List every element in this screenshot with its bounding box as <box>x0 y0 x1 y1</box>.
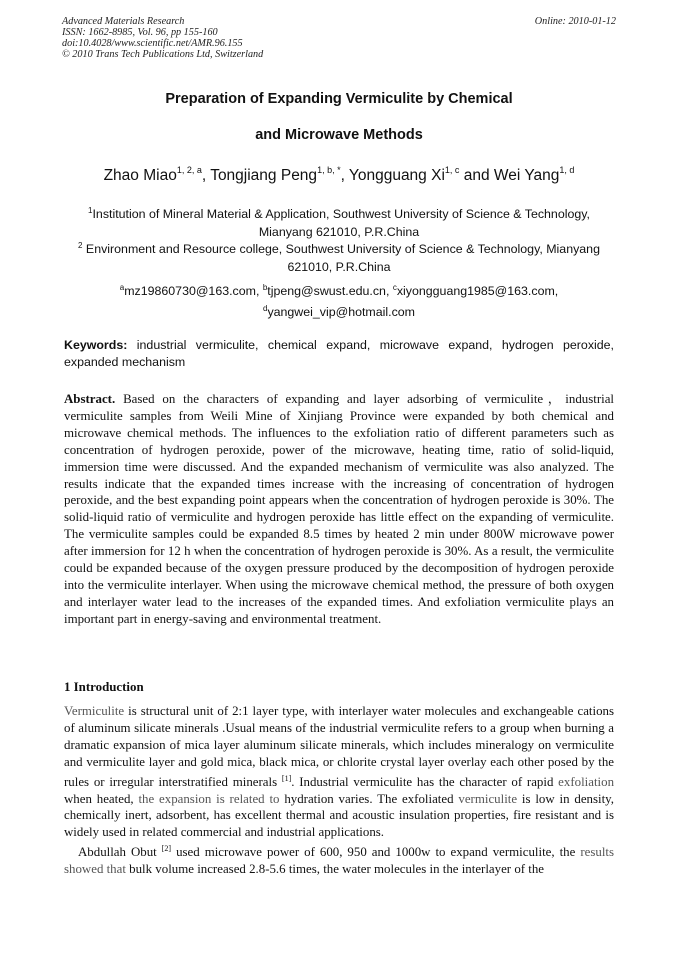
author-emails: $^a$mz19860730@163.com, $^b$tjpeng@swust.edu.cn, $^c$xiyongguang1985@163.com, $^d$yangwei_vip@hotmail.com <box>119 283 559 319</box>
abstract <box>64 391 614 628</box>
journal-name: Advanced Materials Research <box>62 16 185 27</box>
author-affiliation-marker: 1, d <box>559 165 575 175</box>
paragraph: Vermiculite is structural unit of 2:1 layer type, with interlayer water molecules and exchangeable cations of aluminum silicate minerals .Usual means of the industrial vermiculite refers to a group when burning a dramatic expansion of mica layer aluminum silicate minerals, which includes mineralogy on vermiculite and vermiculite layer and gold mica, black mica, or chlorite crystal layer overlay each other posed by the rules or irregular interstratified minerals [1]. Industrial vermiculite has the character of rapid exfoliation when heated, the expansion is related to hydration varies. The exfoliated vermiculite is low in density, chemically inert, adsorbent, has excellent thermal and acoustic insulation properties, fire resistant and is widely used in related commercial and industrial applications. <box>64 704 615 840</box>
paragraph: Abdullah Obut [2] used microwave power of 600, 950 and 1000w to expand vermiculite, the results showed that bulk volume increased 2.8-5.6 times, the water molecules in the interlayer of the <box>64 844 615 877</box>
journal-issn: ISSN: 1662-8985, Vol. 96, pp 155-160 <box>62 27 218 38</box>
keywords-label: Keywords: <box>64 338 128 352</box>
journal-doi: doi:10.4028/www.scientific.net/AMR.96.155 <box>62 38 243 49</box>
abstract-text: Based on the characters of expanding and layer adsorbing of vermiculite，industrial vermiculite samples from Weili Mine of Xinjiang Province were expanded by both chemical and microwave chemical methods. The influences to the exfoliation ratio of different parameters such as concentration of hydrogen peroxide, power of the microwave, heating time, ratio of solid-liquid, immersion time were discussed. And the expanded mechanism of vermiculite was also analyzed. The results indicate that the expanded times increase with the increasing of concentration of hydrogen peroxide, and the best expanding point appears when the concentration of hydrogen peroxide is 30%. The solid-liquid ratio of vermiculite and hydrogen peroxide has little effect on the expanding of vermiculite. The vermiculite samples could be expanded 8.5 times by heated 2 min under 800W microwave power after immersion for 12 h when the concentration of hydrogen peroxide is 30%. As a result, the vermiculite could be expanded because of the oxygen pressure produced by the decomposition of hydrogen peroxide into the vermiculite interlayer. When using the microwave chemical method, the pressure of both oxygen and interlayer water lead to the increases of the expanded times. And exfoliation vermiculite plays an important part in energy-saving and environmental treatment. <box>64 392 614 626</box>
paper-title-line-2: and Microwave Methods <box>255 127 423 143</box>
author-name: Tongjiang Peng <box>210 167 318 184</box>
author-affiliation-marker: 1, c <box>444 165 460 175</box>
author-affiliation-marker: 1, b, * <box>317 165 341 175</box>
section-heading: 1 Introduction <box>64 680 144 694</box>
journal-copyright: © 2010 Trans Tech Publications Ltd, Switzerland <box>62 49 264 60</box>
email-link[interactable]: mz19860730@163.com, <box>124 284 263 298</box>
keywords <box>64 337 614 371</box>
email-link[interactable]: tjpeng@swust.edu.cn, <box>267 284 393 298</box>
affiliation-1: $^1$Institution of Mineral Material & Application, Southwest University of Science & Technology, Mianyang 621010, P.R.China <box>88 206 590 239</box>
citation-ref[interactable]: [1] <box>281 773 292 783</box>
introduction-body <box>64 703 614 878</box>
keywords-text: industrial vermiculite, chemical expand, microwave expand, hydrogen peroxide, expanded mechanism <box>64 338 614 369</box>
author-list: Zhao Miao$^{1, 2, a}$, Tongjiang Peng$^{1, b, *}$, Yongguang Xi$^{1, c}$ and Wei Yang$^{1, d}$ <box>103 165 575 184</box>
author-name: Wei Yang <box>493 167 560 184</box>
online-date: Online: 2010-01-12 <box>534 16 616 27</box>
journal-header <box>62 16 616 60</box>
email-link[interactable]: yangwei_vip@hotmail.com <box>267 305 415 319</box>
author-name: Zhao Miao <box>103 167 177 184</box>
email-link[interactable]: xiyongguang1985@163.com, <box>396 284 559 298</box>
paper-title-line-1: Preparation of Expanding Vermiculite by Chemical <box>165 91 513 107</box>
author-name: Yongguang Xi <box>348 167 445 184</box>
affiliation-2: $^2$ Environment and Resource college, Southwest University of Science & Technology, Mianyang 621010, P.R.China <box>78 241 600 274</box>
abstract-label: Abstract. <box>64 392 116 406</box>
author-affiliation-marker: 1, 2, a <box>176 165 202 175</box>
citation-ref[interactable]: [2] <box>161 844 172 854</box>
